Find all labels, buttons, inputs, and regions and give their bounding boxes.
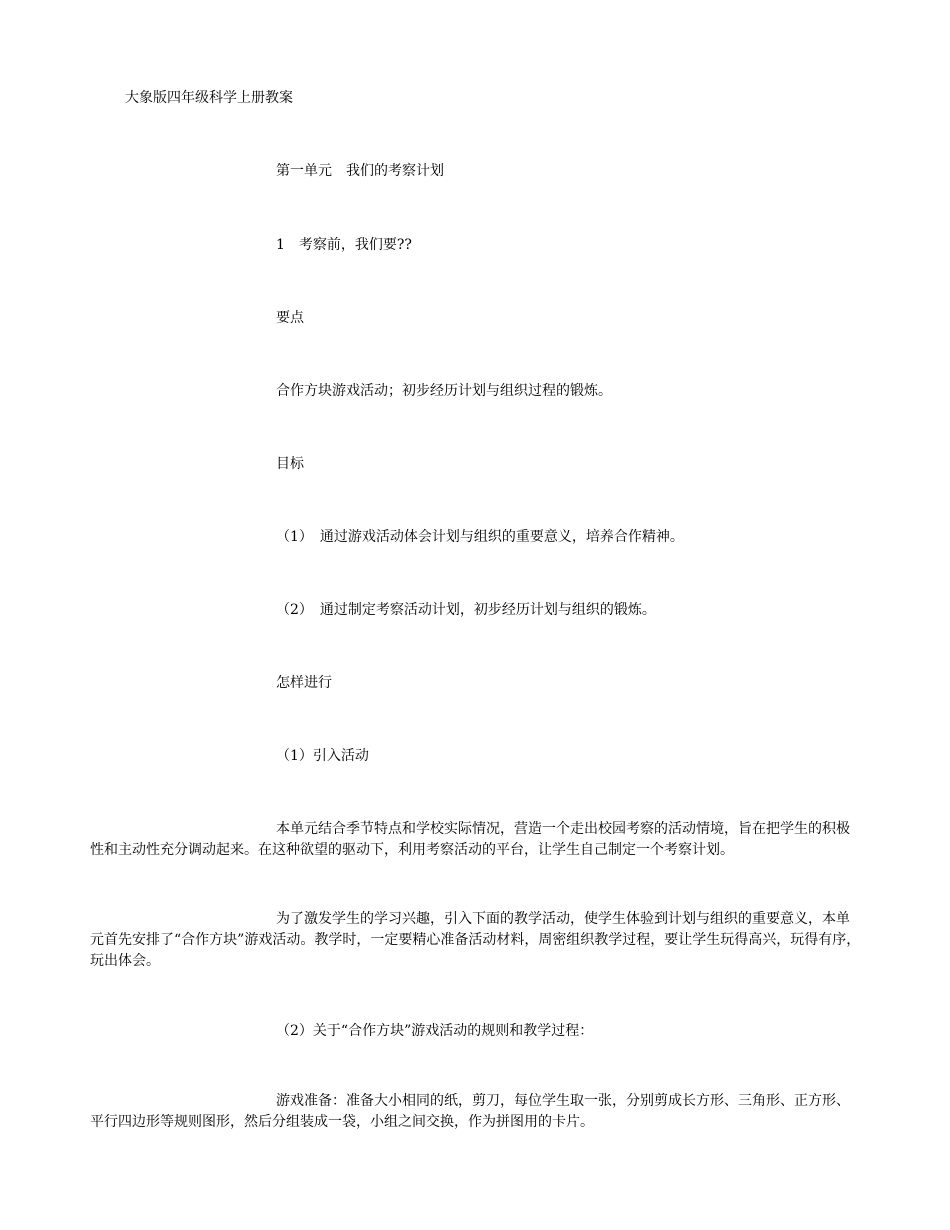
key-points-text: 合作方块游戏活动；初步经历计划与组织过程的锻炼。 xyxy=(276,383,612,399)
lesson-heading: 1 考察前，我们要?? xyxy=(276,237,412,253)
goal-2: （2） 通过制定考察活动计划，初步经历计划与组织的锻炼。 xyxy=(276,602,656,618)
paragraph-3: 游戏准备：准备大小相同的纸，剪刀，每位学生取一张，分别剪成长方形、三角形、正方形、平行四边形等规则图形，然后分组装成一袋，小组之间交换，作为拼图用的卡片。 xyxy=(90,1093,850,1130)
document-title: 大象版四年级科学上册教案 xyxy=(125,90,293,106)
procedure-label: 怎样进行 xyxy=(276,675,332,691)
goal-1: （1） 通过游戏活动体会计划与组织的重要意义，培养合作精神。 xyxy=(276,529,684,545)
step-1-heading: （1）引入活动 xyxy=(276,748,369,764)
paragraph-1: 本单元结合季节特点和学校实际情况，营造一个走出校园考察的活动情境，旨在把学生的积极性和主动性充分调动起来。在这种欲望的驱动下，利用考察活动的平台，让学生自己制定一个考察计划。 xyxy=(90,821,850,858)
paragraph-2: 为了激发学生的学习兴趣，引入下面的教学活动，使学生体验到计划与组织的重要意义，本单元首先安排了“合作方块”游戏活动。教学时，一定要精心准备活动材料，周密组织教学过程，要让学生玩得高兴，玩得有序，玩出体会。 xyxy=(90,911,861,969)
step-2-heading: （2）关于“合作方块”游戏活动的规则和教学过程： xyxy=(276,1023,594,1039)
goals-label: 目标 xyxy=(276,456,304,472)
key-points-label: 要点 xyxy=(276,310,304,326)
unit-heading: 第一单元 我们的考察计划 xyxy=(276,163,444,179)
